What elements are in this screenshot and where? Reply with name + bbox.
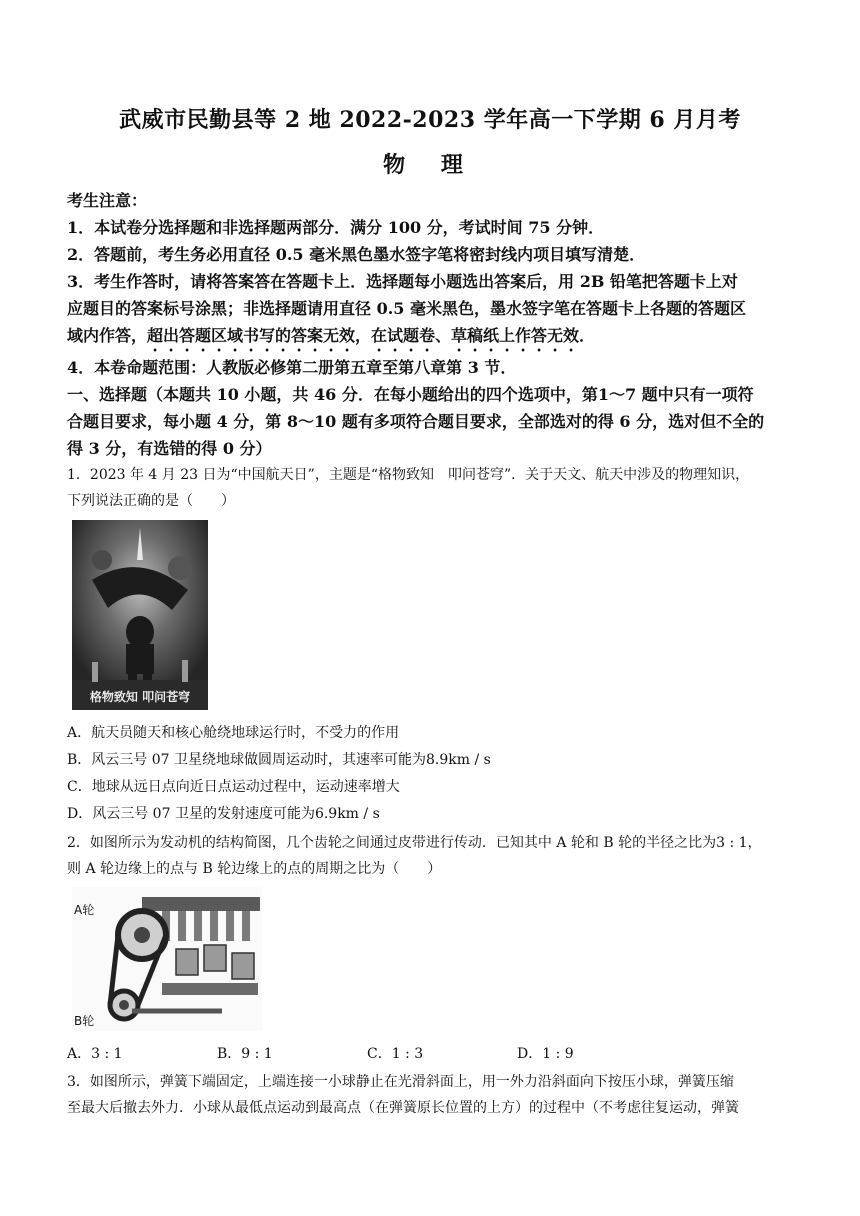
page-title: 武威市民勤县等 2 地 2022-2023 学年高一下学期 6 月月考 bbox=[119, 107, 741, 133]
q3-stem-line-1: 3．如图所示，弹簧下端固定，上端连接一小球静止在光滑斜面上，用一外力沿斜面向下按压小球，弹簧压缩 bbox=[67, 1074, 734, 1090]
q1-option-b: B．风云三号 07 卫星绕地球做圆周运动时，其速率可能为8.9km / s bbox=[67, 752, 491, 768]
section-heading-line-1: 一、选择题（本题共 10 小题，共 46 分．在每小题给出的四个选项中，第1～7 题中只有一项符 bbox=[67, 385, 754, 404]
q1-stem-line-2: 下列说法正确的是（ ） bbox=[67, 493, 235, 509]
emphasized-text: 超出答题区域书写的答案无效，在试题卷、草稿纸上作答无效 bbox=[147, 326, 580, 345]
q1-option-a: A．航天员随天和核心舱绕地球运行时，不受力的作用 bbox=[67, 725, 400, 741]
notice-heading: 考生注意： bbox=[67, 191, 148, 210]
notice-text: ． bbox=[579, 326, 596, 345]
subject-title: 物 理 bbox=[383, 152, 477, 178]
engine-diagram bbox=[72, 887, 262, 1031]
notice-text: 域内作答， bbox=[67, 326, 148, 345]
wheel-b-label: B轮 bbox=[74, 1014, 95, 1028]
q2-options bbox=[67, 1043, 797, 1063]
q2-option-c: C．1 : 3 bbox=[367, 1046, 424, 1062]
notice-item-3-line-1: 3．考生作答时，请将答案答在答题卡上．选择题每小题选出答案后，用 2B 铅笔把答题卡上对 bbox=[67, 272, 738, 291]
notice-item-1: 1．本试卷分选择题和非选择题两部分．满分 100 分，考试时间 75 分钟． bbox=[67, 218, 605, 237]
section-heading-line-2: 合题目要求，每小题 4 分，第 8～10 题有多项符合题目要求，全部选对的得 6 分，选对但不全的 bbox=[67, 412, 765, 431]
q1-stem-line-1: 1．2023 年 4 月 23 日为“中国航天日”，主题是“格物致知 叩问苍穹”．关于天文、航天中涉及的物理知识， bbox=[67, 467, 750, 483]
notice-item-3-line-3 bbox=[67, 323, 797, 355]
q3-stem-line-2: 至最大后撤去外力．小球从最低点运动到最高点（在弹簧原长位置的上方）的过程中（不考虑往复运动，弹簧 bbox=[67, 1100, 739, 1116]
q2-option-a: A．3 : 1 bbox=[67, 1046, 123, 1062]
section-heading-line-3: 得 3 分，有选错的得 0 分） bbox=[67, 439, 272, 458]
q1-option-d: D．风云三号 07 卫星的发射速度可能为6.9km / s bbox=[67, 806, 380, 822]
notice-item-3-line-2: 应题目的答案标号涂黑；非选择题请用直径 0.5 毫米黑色，墨水签字笔在答题卡上各题的答题区 bbox=[67, 299, 746, 318]
poster-image bbox=[72, 520, 208, 710]
wheel-a-label: A轮 bbox=[74, 903, 95, 917]
notice-item-4: 4．本卷命题范围：人教版必修第二册第五章至第八章第 3 节． bbox=[67, 358, 517, 377]
q2-option-d: D．1 : 9 bbox=[517, 1046, 574, 1062]
space-day-poster bbox=[72, 520, 208, 710]
q1-option-c: C．地球从远日点向近日点运动过程中，运动速率增大 bbox=[67, 779, 400, 795]
poster-caption: 格物致知 叩问苍穹 bbox=[89, 690, 191, 704]
notice-item-2: 2．答题前，考生务必用直径 0.5 毫米黑色墨水签字笔将密封线内项目填写清楚． bbox=[67, 245, 646, 264]
engine-image bbox=[72, 887, 262, 1031]
q2-option-b: B．9 : 1 bbox=[217, 1046, 273, 1062]
q2-stem-line-2: 则 A 轮边缘上的点与 B 轮边缘上的点的周期之比为（ ） bbox=[67, 861, 442, 877]
q2-stem-line-1: 2．如图所示为发动机的结构简图，几个齿轮之间通过皮带进行传动．已知其中 A 轮和 B 轮的半径之比为3 : 1， bbox=[67, 835, 762, 851]
